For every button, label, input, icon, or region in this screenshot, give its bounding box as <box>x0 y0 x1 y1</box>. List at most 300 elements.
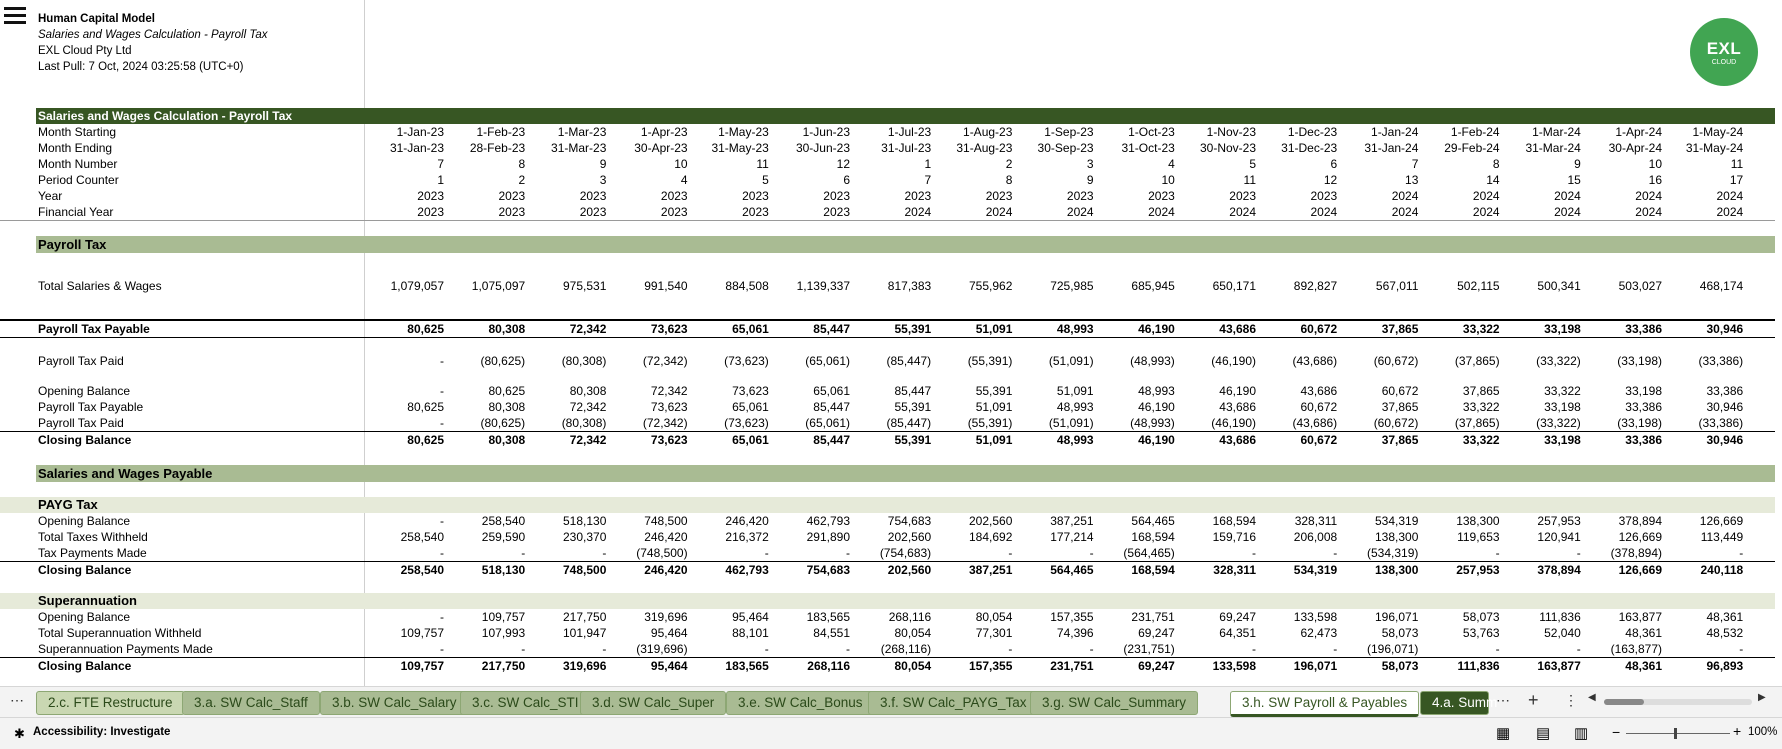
cell[interactable]: 1-Apr-23 <box>640 125 688 139</box>
cell[interactable]: 9 <box>1086 173 1094 187</box>
cell[interactable]: 33,322 <box>1462 322 1500 336</box>
cell[interactable]: 217,750 <box>563 610 607 624</box>
cell[interactable]: 58,073 <box>1462 610 1500 624</box>
cell[interactable]: 246,420 <box>644 530 688 544</box>
cell[interactable]: 2024 <box>1716 205 1744 219</box>
cell[interactable]: 328,311 <box>1294 514 1338 528</box>
cell[interactable]: 80,625 <box>407 433 444 447</box>
cell[interactable]: 65,061 <box>813 384 850 398</box>
cell[interactable]: (46,190) <box>1211 354 1256 368</box>
cell[interactable]: 48,993 <box>1056 433 1094 447</box>
cell[interactable]: 817,383 <box>887 279 932 293</box>
cell[interactable]: 319,696 <box>644 610 688 624</box>
cell[interactable]: 107,993 <box>481 626 526 640</box>
period-counter-row[interactable] <box>0 172 1775 188</box>
cell[interactable]: 884,508 <box>725 279 769 293</box>
scroll-right-icon[interactable]: ▶ <box>1758 692 1766 703</box>
cell[interactable]: 183,565 <box>725 659 769 673</box>
more-sheets-icon[interactable]: ⋯ <box>10 692 24 708</box>
cell[interactable]: 95,464 <box>650 659 688 673</box>
cell[interactable]: 33,322 <box>1462 400 1500 414</box>
cell[interactable]: 755,962 <box>969 279 1013 293</box>
cell[interactable]: 138,300 <box>1456 514 1500 528</box>
cell[interactable]: 3 <box>1086 157 1094 171</box>
cell[interactable]: 46,190 <box>1138 433 1175 447</box>
cell[interactable]: 6 <box>1330 157 1338 171</box>
cell[interactable]: 2024 <box>1148 205 1175 219</box>
cell[interactable]: 468,174 <box>1699 279 1744 293</box>
cell[interactable]: 1-Aug-23 <box>963 125 1013 139</box>
cell[interactable]: 11 <box>1730 157 1744 171</box>
cell[interactable]: 55,391 <box>894 322 932 336</box>
cell[interactable]: 73,623 <box>650 400 688 414</box>
cell[interactable]: 43,686 <box>1219 433 1256 447</box>
sheet-tab[interactable]: 3.d. SW Calc_Super <box>580 691 726 715</box>
cell[interactable]: 126,669 <box>1699 514 1744 528</box>
cell[interactable]: - <box>764 642 769 656</box>
sheet-tab[interactable]: 3.g. SW Calc_Summary <box>1030 691 1198 715</box>
month-ending-row[interactable] <box>0 140 1775 156</box>
cell[interactable]: 30-Jun-23 <box>795 141 850 155</box>
cell[interactable]: 60,672 <box>1300 400 1338 414</box>
cell[interactable]: 1-Nov-23 <box>1206 125 1256 139</box>
cell[interactable]: 33,386 <box>1706 384 1744 398</box>
cell[interactable]: 31-Oct-23 <box>1121 141 1175 155</box>
cell[interactable]: 3 <box>599 173 607 187</box>
pt-closing-balance-row[interactable] <box>0 431 1775 448</box>
cell[interactable]: 10 <box>1648 157 1662 171</box>
cell[interactable]: 319,696 <box>563 659 607 673</box>
superannuation-header[interactable] <box>0 593 1775 609</box>
cell[interactable]: 95,464 <box>650 626 688 640</box>
cell[interactable]: 2024 <box>1635 205 1662 219</box>
page-layout-icon[interactable]: ▤ <box>1536 725 1551 742</box>
cell[interactable]: 55,391 <box>975 384 1013 398</box>
cell[interactable]: 14 <box>1486 173 1500 187</box>
cell[interactable]: (55,391) <box>967 416 1013 430</box>
cell[interactable]: (33,386) <box>1698 416 1744 430</box>
cell[interactable]: 126,669 <box>1618 530 1662 544</box>
cell[interactable]: (65,061) <box>805 354 850 368</box>
cell[interactable]: 85,447 <box>813 400 850 414</box>
cell[interactable]: (33,198) <box>1617 354 1662 368</box>
cell[interactable]: 33,198 <box>1544 400 1581 414</box>
row-label[interactable]: Tax Payments Made <box>38 546 147 560</box>
cell[interactable]: 1-Jan-23 <box>396 125 444 139</box>
cell[interactable]: 258,540 <box>400 530 444 544</box>
cell[interactable]: 33,322 <box>1462 433 1500 447</box>
cell[interactable]: 4 <box>680 173 688 187</box>
cell[interactable]: 257,953 <box>1456 563 1500 577</box>
cell[interactable]: 216,372 <box>725 530 769 544</box>
cell[interactable]: 754,683 <box>887 514 932 528</box>
cell[interactable]: 202,560 <box>969 514 1013 528</box>
payg-withheld-row[interactable] <box>0 529 1775 545</box>
cell[interactable]: 534,319 <box>1375 514 1419 528</box>
row-label[interactable]: Total Salaries & Wages <box>38 279 162 293</box>
cell[interactable]: 378,894 <box>1618 514 1662 528</box>
cell[interactable]: (37,865) <box>1454 354 1500 368</box>
cell[interactable]: 31-Aug-23 <box>956 141 1013 155</box>
cell[interactable]: 2024 <box>1310 205 1338 219</box>
cell[interactable]: 1-Dec-23 <box>1287 125 1338 139</box>
cell[interactable]: 80,308 <box>488 400 526 414</box>
cell[interactable]: 1-Feb-23 <box>476 125 526 139</box>
row-label[interactable]: Closing Balance <box>38 659 132 673</box>
cell[interactable]: 43,686 <box>1300 384 1338 398</box>
cell[interactable]: 31-Mar-24 <box>1525 141 1581 155</box>
cell[interactable]: (65,061) <box>805 416 850 430</box>
cell[interactable]: 31-Jan-23 <box>389 141 444 155</box>
cell[interactable]: 55,391 <box>894 400 932 414</box>
cell[interactable]: 4 <box>1168 157 1175 171</box>
cell[interactable]: (196,071) <box>1367 642 1419 656</box>
cell[interactable]: 37,865 <box>1381 433 1419 447</box>
cell[interactable]: (80,308) <box>561 354 607 368</box>
cell[interactable]: (43,686) <box>1292 416 1338 430</box>
row-label[interactable]: Salaries and Wages Calculation - Payroll Tax <box>38 109 293 123</box>
cell[interactable]: (73,623) <box>724 416 769 430</box>
cell[interactable]: 268,116 <box>807 659 850 673</box>
sheet-tab[interactable]: 3.b. SW Calc_Salary <box>320 691 469 715</box>
cell[interactable]: - <box>764 546 769 560</box>
cell[interactable]: 133,598 <box>1293 610 1338 624</box>
accessibility-status[interactable]: Accessibility: Investigate <box>33 726 171 738</box>
month-number-row[interactable] <box>0 156 1775 172</box>
cell[interactable]: 157,355 <box>1050 610 1094 624</box>
cell[interactable]: 2024 <box>1066 205 1094 219</box>
zoom-slider-thumb[interactable] <box>1674 728 1677 739</box>
cell[interactable]: 378,894 <box>1537 563 1581 577</box>
row-label[interactable]: Year <box>38 189 63 203</box>
more-tabs-icon[interactable]: ⋯ <box>1496 692 1510 708</box>
cell[interactable]: 8 <box>1492 157 1500 171</box>
cell[interactable]: 748,500 <box>563 563 607 577</box>
cell[interactable]: (48,993) <box>1130 354 1175 368</box>
cell[interactable]: 37,865 <box>1462 384 1500 398</box>
cell[interactable]: 120,941 <box>1537 530 1581 544</box>
cell[interactable]: 33,322 <box>1544 384 1581 398</box>
cell[interactable]: 80,054 <box>894 659 932 673</box>
cell[interactable]: - <box>846 546 850 560</box>
cell[interactable]: 12 <box>1323 173 1338 187</box>
cell[interactable]: 1,139,337 <box>796 279 850 293</box>
cell[interactable]: 534,319 <box>1293 563 1338 577</box>
cell[interactable]: 991,540 <box>644 279 688 293</box>
cell[interactable]: 55,391 <box>894 433 932 447</box>
cell[interactable]: - <box>1576 546 1581 560</box>
cell[interactable]: 2023 <box>1310 189 1338 203</box>
cell[interactable]: 2023 <box>579 205 607 219</box>
cell[interactable]: (48,993) <box>1130 416 1175 430</box>
cell[interactable]: - <box>1739 546 1744 560</box>
cell[interactable]: 12 <box>836 157 850 171</box>
cell[interactable]: 1-Feb-24 <box>1450 125 1500 139</box>
cell[interactable]: (60,672) <box>1373 416 1419 430</box>
cell[interactable]: 31-Jan-24 <box>1364 141 1419 155</box>
cell[interactable]: 7 <box>1411 157 1419 171</box>
cell[interactable]: 138,300 <box>1375 563 1419 577</box>
financial-year-row[interactable] <box>0 204 1775 221</box>
cell[interactable]: 2023 <box>498 205 526 219</box>
cell[interactable]: 74,396 <box>1056 626 1094 640</box>
cell[interactable]: 503,027 <box>1618 279 1662 293</box>
cell[interactable]: 2023 <box>742 205 769 219</box>
cell[interactable]: (80,625) <box>480 354 526 368</box>
cell[interactable]: 2023 <box>498 189 526 203</box>
cell[interactable]: 217,750 <box>481 659 526 673</box>
cell[interactable]: 113,449 <box>1700 530 1744 544</box>
cell[interactable]: 2023 <box>579 189 607 203</box>
cell[interactable]: 60,672 <box>1300 433 1338 447</box>
payroll-tax-header[interactable] <box>36 236 1775 253</box>
cell[interactable]: (85,447) <box>886 354 932 368</box>
cell[interactable]: 328,311 <box>1213 563 1256 577</box>
cell[interactable]: 567,011 <box>1375 279 1419 293</box>
cell[interactable]: 1-Mar-24 <box>1532 125 1581 139</box>
sheet-tab[interactable]: 3.c. SW Calc_STI <box>460 691 591 715</box>
page-break-icon[interactable]: ▥ <box>1574 725 1589 742</box>
row-label[interactable]: Salaries and Wages Payable <box>38 466 213 481</box>
cell[interactable]: 80,054 <box>894 626 932 640</box>
cell[interactable]: 72,342 <box>569 433 607 447</box>
cell[interactable]: 1,079,057 <box>390 279 444 293</box>
cell[interactable]: 95,464 <box>732 610 769 624</box>
cell[interactable]: 60,672 <box>1381 384 1419 398</box>
cell[interactable]: 30,946 <box>1706 433 1744 447</box>
cell[interactable]: 58,073 <box>1381 626 1419 640</box>
cell[interactable]: - <box>602 546 607 560</box>
cell[interactable]: 2023 <box>1229 189 1256 203</box>
zoom-slider[interactable] <box>1626 733 1730 734</box>
cell[interactable]: 51,091 <box>1056 384 1094 398</box>
cell[interactable]: 1,075,097 <box>471 279 526 293</box>
cell[interactable]: 685,945 <box>1131 279 1175 293</box>
cell[interactable]: 37,865 <box>1381 322 1419 336</box>
cell[interactable]: 33,198 <box>1544 322 1581 336</box>
year-row[interactable] <box>0 188 1775 204</box>
cell[interactable]: 58,073 <box>1381 659 1419 673</box>
payg-opening-balance-row[interactable] <box>0 513 1775 529</box>
payroll-tax-payable-row[interactable] <box>0 319 1775 338</box>
cell[interactable]: 2024 <box>1229 205 1256 219</box>
super-withheld-row[interactable] <box>0 625 1775 641</box>
cell[interactable]: - <box>440 642 444 656</box>
cell[interactable]: 29-Feb-24 <box>1444 141 1500 155</box>
payroll-tax-paid-row[interactable] <box>0 353 1775 369</box>
zoom-in-icon[interactable]: + <box>1733 723 1742 739</box>
cell[interactable]: 8 <box>1005 173 1013 187</box>
payg-payments-row[interactable] <box>0 545 1775 561</box>
cell[interactable]: 168,594 <box>1212 514 1256 528</box>
row-label[interactable]: Period Counter <box>38 173 119 187</box>
sheet-tab[interactable]: 3.a. SW Calc_Staff <box>182 691 320 715</box>
cell[interactable]: 246,420 <box>644 563 688 577</box>
cell[interactable]: 48,361 <box>1625 626 1662 640</box>
cell[interactable]: 202,560 <box>887 530 932 544</box>
cell[interactable]: 69,247 <box>1138 626 1175 640</box>
cell[interactable]: 7 <box>924 173 932 187</box>
cell[interactable]: 177,214 <box>1050 530 1094 544</box>
cell[interactable]: 240,118 <box>1700 563 1744 577</box>
cell[interactable]: 2024 <box>1554 189 1581 203</box>
cell[interactable]: 2024 <box>1391 205 1419 219</box>
cell[interactable]: 101,947 <box>563 626 607 640</box>
cell[interactable]: (60,672) <box>1373 354 1419 368</box>
cell[interactable]: - <box>1739 642 1744 656</box>
cell[interactable]: 754,683 <box>806 563 850 577</box>
cell[interactable]: 48,993 <box>1138 384 1175 398</box>
cell[interactable]: 2023 <box>904 189 932 203</box>
cell[interactable]: (72,342) <box>642 416 688 430</box>
cell[interactable]: (319,696) <box>636 642 688 656</box>
cell[interactable]: 1-Sep-23 <box>1044 125 1094 139</box>
cell[interactable]: 564,465 <box>1131 514 1175 528</box>
cell[interactable]: 31-Jul-23 <box>881 141 932 155</box>
cell[interactable]: 80,308 <box>569 384 607 398</box>
cell[interactable]: 30-Apr-24 <box>1608 141 1662 155</box>
sheet-tab[interactable]: 3.e. SW Calc_Bonus <box>726 691 875 715</box>
cell[interactable]: (748,500) <box>636 546 688 560</box>
cell[interactable]: 48,361 <box>1625 659 1662 673</box>
cell[interactable]: (163,877) <box>1610 642 1662 656</box>
cell[interactable]: - <box>521 546 526 560</box>
cell[interactable]: - <box>1333 546 1338 560</box>
cell[interactable]: (80,625) <box>480 416 526 430</box>
cell[interactable]: 109,757 <box>400 659 444 673</box>
cell[interactable]: 80,625 <box>407 322 444 336</box>
cell[interactable]: (534,319) <box>1367 546 1419 560</box>
cell[interactable]: - <box>1252 642 1256 656</box>
cell[interactable]: 31-May-24 <box>1685 141 1744 155</box>
row-label[interactable]: Month Starting <box>38 125 117 139</box>
cell[interactable]: 1-Apr-24 <box>1615 125 1662 139</box>
cell[interactable]: 33,386 <box>1625 322 1662 336</box>
cell[interactable]: 64,351 <box>1219 626 1256 640</box>
zoom-out-icon[interactable]: − <box>1612 724 1621 740</box>
cell[interactable]: (46,190) <box>1211 416 1256 430</box>
pt-opening-balance-row[interactable] <box>0 383 1775 399</box>
cell[interactable]: 126,669 <box>1618 563 1662 577</box>
cell[interactable]: - <box>440 354 444 368</box>
cell[interactable]: 748,500 <box>644 514 688 528</box>
cell[interactable]: 1-May-23 <box>718 125 769 139</box>
cell[interactable]: 17 <box>1729 173 1744 187</box>
cell[interactable]: 1-Oct-23 <box>1128 125 1175 139</box>
sw-payable-header[interactable] <box>36 465 1775 482</box>
cell[interactable]: (55,391) <box>967 354 1013 368</box>
row-label[interactable]: Total Superannuation Withheld <box>38 626 202 640</box>
row-label[interactable]: Opening Balance <box>38 384 131 398</box>
cell[interactable]: 502,115 <box>1457 279 1500 293</box>
cell[interactable]: (43,686) <box>1292 354 1338 368</box>
cell[interactable]: 31-Mar-23 <box>551 141 607 155</box>
row-label[interactable]: Superannuation <box>38 593 137 608</box>
cell[interactable]: 291,890 <box>806 530 850 544</box>
cell[interactable]: - <box>846 642 850 656</box>
cell[interactable]: 80,625 <box>488 384 526 398</box>
sheet-tab[interactable]: 4.a. Summ <box>1420 691 1489 715</box>
cell[interactable]: 2023 <box>660 205 688 219</box>
cell[interactable]: 2024 <box>1716 189 1744 203</box>
cell[interactable]: 258,540 <box>400 563 444 577</box>
cell[interactable]: - <box>440 610 444 624</box>
cell[interactable]: 157,355 <box>969 659 1013 673</box>
cell[interactable]: 2024 <box>1391 189 1419 203</box>
cell[interactable]: 183,565 <box>806 610 850 624</box>
cell[interactable]: 48,361 <box>1706 610 1744 624</box>
cell[interactable]: 2023 <box>823 189 850 203</box>
cell[interactable]: 96,893 <box>1706 659 1744 673</box>
scroll-left-icon[interactable]: ◀ <box>1588 692 1596 703</box>
cell[interactable]: (37,865) <box>1454 416 1500 430</box>
cell[interactable]: 650,171 <box>1212 279 1256 293</box>
month-starting-row[interactable] <box>0 124 1775 140</box>
horizontal-scrollbar[interactable] <box>1604 699 1752 705</box>
cell[interactable]: 46,190 <box>1138 400 1175 414</box>
cell[interactable]: 387,251 <box>969 563 1013 577</box>
row-label[interactable]: Superannuation Payments Made <box>38 642 213 656</box>
cell[interactable]: 1 <box>924 157 932 171</box>
cell[interactable]: 2024 <box>1472 189 1500 203</box>
cell[interactable]: (33,198) <box>1617 416 1662 430</box>
cell[interactable]: 30-Sep-23 <box>1037 141 1094 155</box>
cell[interactable]: 8 <box>518 157 526 171</box>
cell[interactable]: 2 <box>518 173 526 187</box>
cell[interactable]: 51,091 <box>975 400 1013 414</box>
cell[interactable]: 1 <box>437 173 444 187</box>
cell[interactable]: 30,946 <box>1706 322 1744 336</box>
cell[interactable]: 2 <box>1005 157 1013 171</box>
cell[interactable]: 33,198 <box>1625 384 1662 398</box>
cell[interactable]: 10 <box>1161 173 1175 187</box>
cell[interactable]: - <box>1089 546 1094 560</box>
cell[interactable]: 69,247 <box>1219 610 1256 624</box>
row-label[interactable]: Payroll Tax <box>38 237 107 252</box>
cell[interactable]: 2024 <box>1554 205 1581 219</box>
cell[interactable]: 462,793 <box>806 514 850 528</box>
cell[interactable]: 65,061 <box>732 400 769 414</box>
cell[interactable]: 52,040 <box>1544 626 1581 640</box>
cell[interactable]: 725,985 <box>1050 279 1094 293</box>
cell[interactable]: 84,551 <box>813 626 850 640</box>
cell[interactable]: 1-Jul-23 <box>887 125 932 139</box>
cell[interactable]: 892,827 <box>1293 279 1338 293</box>
row-label[interactable]: Total Taxes Withheld <box>38 530 148 544</box>
row-label[interactable]: Payroll Tax Paid <box>38 354 124 368</box>
cell[interactable]: 10 <box>674 157 688 171</box>
pt-payable-row[interactable] <box>0 399 1775 415</box>
cell[interactable]: 85,447 <box>894 384 932 398</box>
cell[interactable]: 2023 <box>823 205 850 219</box>
cell[interactable]: (231,751) <box>1123 642 1175 656</box>
cell[interactable]: (80,308) <box>561 416 607 430</box>
row-label[interactable]: Payroll Tax Payable <box>38 322 150 336</box>
cell[interactable]: - <box>602 642 607 656</box>
row-label[interactable]: Closing Balance <box>38 563 132 577</box>
cell[interactable]: - <box>1495 546 1500 560</box>
zoom-level[interactable]: 100% <box>1748 726 1778 738</box>
cell[interactable]: 51,091 <box>975 322 1013 336</box>
cell[interactable]: 163,877 <box>1537 659 1581 673</box>
cell[interactable]: 73,623 <box>650 322 688 336</box>
cell[interactable]: 111,836 <box>1539 610 1581 624</box>
cell[interactable]: - <box>440 514 444 528</box>
cell[interactable]: 53,763 <box>1462 626 1500 640</box>
cell[interactable]: 462,793 <box>725 563 769 577</box>
cell[interactable]: 184,692 <box>969 530 1013 544</box>
cell[interactable]: 33,198 <box>1544 433 1581 447</box>
